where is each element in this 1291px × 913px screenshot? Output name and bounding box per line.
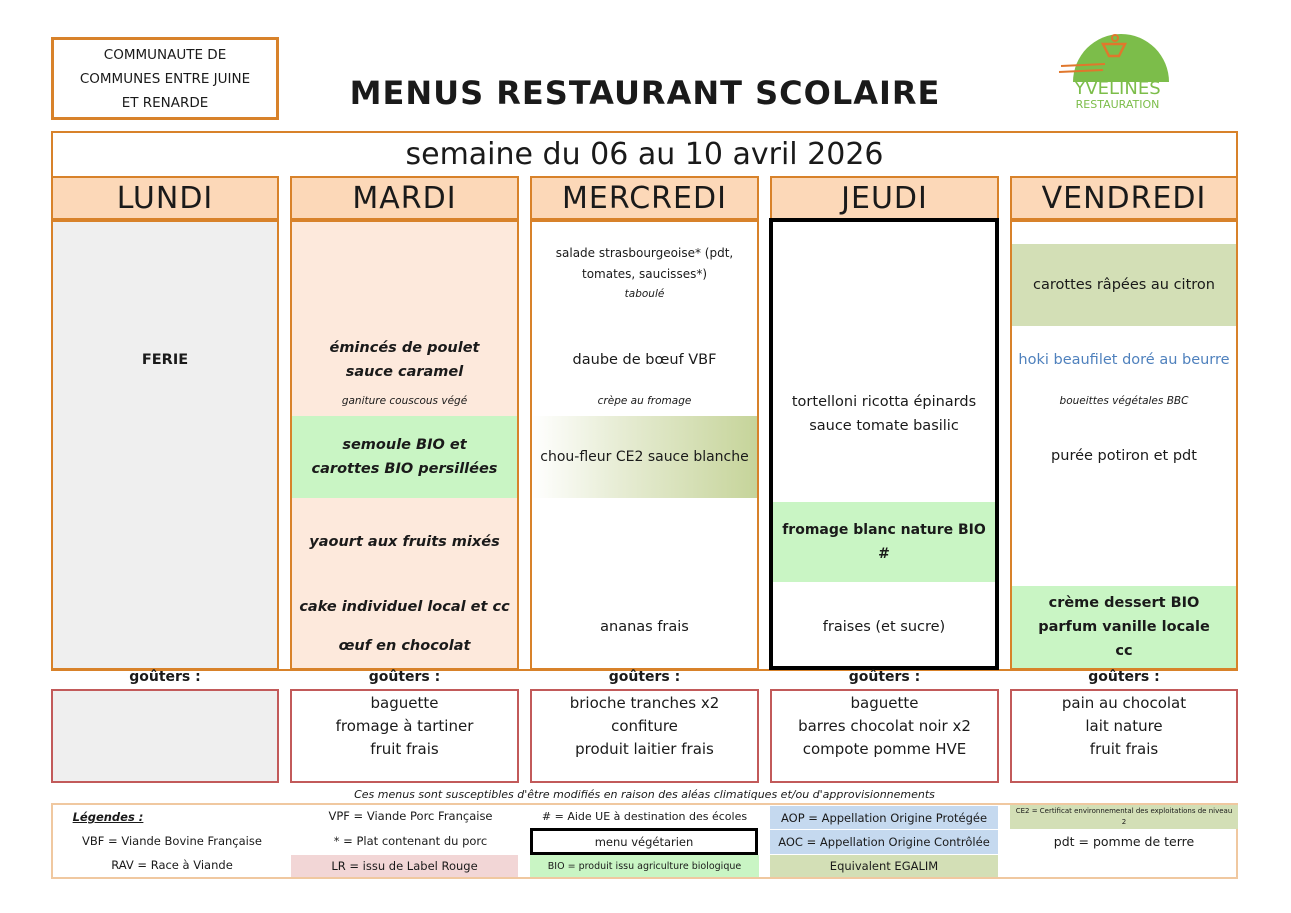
mercredi-plat-vege: crèpe au fromage bbox=[597, 395, 692, 407]
mardi-gouter-item-2: fromage à tartiner bbox=[335, 717, 474, 735]
legend-ce2: CE2 = Certificat environnemental des exploitations de niveau 2 bbox=[1010, 805, 1238, 829]
vendredi-dessert: crème dessert BIO parfum vanille locale cc bbox=[1012, 586, 1236, 668]
org-line-1: COMMUNAUTE DE bbox=[103, 46, 227, 63]
mercredi-plat: daube de bœuf VBF bbox=[572, 352, 717, 368]
logo-text-1: YVELINES bbox=[1074, 77, 1161, 99]
mercredi-legume: chou-fleur CE2 sauce blanche bbox=[532, 416, 757, 498]
legend-menu-vegetarien: menu végétarien bbox=[530, 828, 758, 855]
page-title: MENUS RESTAURANT SCOLAIRE bbox=[349, 74, 941, 112]
jeudi-gouter-label: goûters : bbox=[848, 669, 921, 685]
org-line-2: COMMUNES ENTRE JUINE bbox=[79, 70, 251, 87]
vendredi-gouter-box bbox=[1010, 689, 1238, 783]
vendredi-plat: hoki beaufilet doré au beurre bbox=[1018, 352, 1230, 368]
mercredi-gouter-item-3: produit laitier frais bbox=[575, 740, 714, 758]
mardi-plat: émincés de poulet sauce caramel bbox=[329, 340, 480, 380]
mercredi-dessert: ananas frais bbox=[600, 619, 689, 635]
mercredi-gouter-box bbox=[530, 689, 759, 783]
vendredi-gouter-item-3: fruit frais bbox=[1089, 740, 1159, 758]
jeudi-gouter-box bbox=[770, 689, 999, 783]
mardi-dessert-1: cake individuel local et cc bbox=[299, 599, 510, 615]
lundi-gouter-box bbox=[51, 689, 279, 783]
mardi-gouter-label: goûters : bbox=[368, 669, 441, 685]
legend-vbf: VBF = Viande Bovine Française bbox=[82, 834, 262, 848]
legend-rav: RAV = Race à Viande bbox=[111, 858, 233, 872]
mercredi-entree-vege: taboulé bbox=[624, 288, 665, 300]
vendredi-entree: carottes râpées au citron bbox=[1012, 244, 1236, 326]
mardi-legume: semoule BIO et carottes BIO persillées bbox=[292, 416, 517, 498]
disclaimer: Ces menus sont susceptibles d'être modifiés en raison des aléas climatiques et/ou d'approvisionnements bbox=[354, 787, 935, 801]
legend-label-rouge: LR = issu de Label Rouge bbox=[291, 855, 518, 877]
mardi-garniture-vege: ganiture couscous végé bbox=[341, 395, 468, 407]
mercredi-gouter-item-1: brioche tranches x2 bbox=[569, 694, 720, 712]
vendredi-gouter-label: goûters : bbox=[1088, 669, 1160, 685]
lundi-ferie: FERIE bbox=[141, 352, 189, 368]
mardi-gouter-item-1: baguette bbox=[370, 694, 439, 712]
jeudi-gouter-item-2: barres chocolat noir x2 bbox=[798, 717, 971, 735]
mercredi-entree-2: tomates, saucisses*) bbox=[581, 267, 708, 281]
jeudi-plat: tortelloni ricotta épinards sauce tomate basilic bbox=[791, 394, 977, 434]
organisation-box bbox=[51, 37, 279, 120]
legend-title: Légendes : bbox=[72, 810, 144, 824]
day-header-lundi: LUNDI bbox=[51, 176, 279, 220]
jeudi-gouter-item-3: compote pomme HVE bbox=[802, 740, 967, 758]
mercredi-entree-1: salade strasbourgeoise* (pdt, bbox=[555, 246, 734, 260]
day-header-vendredi: VENDREDI bbox=[1010, 176, 1238, 220]
vendredi-plat-vege: boueittes végétales BBC bbox=[1059, 395, 1189, 407]
week-title: semaine du 06 au 10 avril 2026 bbox=[405, 137, 884, 172]
legend-pdt: pdt = pomme de terre bbox=[1053, 833, 1195, 849]
mardi-gouter-box bbox=[290, 689, 519, 783]
jeudi-dessert: fraises (et sucre) bbox=[822, 619, 946, 635]
legend-aide-ue: # = Aide UE à destination des écoles bbox=[541, 809, 748, 823]
mardi-laitage: yaourt aux fruits mixés bbox=[309, 534, 500, 550]
legend-egalim: Equivalent EGALIM bbox=[770, 855, 998, 877]
legend-vpf: VPF = Viande Porc Française bbox=[328, 809, 493, 823]
logo-text-2: RESTAURATION bbox=[1075, 97, 1160, 111]
day-header-mercredi: MERCREDI bbox=[530, 176, 759, 220]
legend-porc: * = Plat contenant du porc bbox=[333, 834, 488, 848]
mercredi-gouter-item-2: confiture bbox=[611, 717, 678, 735]
vendredi-gouter-item-1: pain au chocolat bbox=[1061, 694, 1187, 712]
logo bbox=[1055, 30, 1180, 116]
jeudi-column bbox=[769, 218, 999, 670]
legend-aoc: AOC = Appellation Origine Contrôlée bbox=[770, 830, 998, 854]
vendredi-legume: purée potiron et pdt bbox=[1051, 448, 1197, 464]
mercredi-gouter-label: goûters : bbox=[608, 669, 681, 685]
legend-bio: BIO = produit issu agriculture biologique bbox=[530, 855, 759, 877]
lundi-column bbox=[51, 220, 279, 670]
day-header-jeudi: JEUDI bbox=[770, 176, 999, 220]
mardi-gouter-item-3: fruit frais bbox=[370, 740, 439, 758]
lundi-gouter-label: goûters : bbox=[129, 669, 201, 685]
vendredi-gouter-item-2: lait nature bbox=[1085, 717, 1163, 735]
day-header-mardi: MARDI bbox=[290, 176, 519, 220]
jeudi-gouter-item-1: baguette bbox=[850, 694, 919, 712]
jeudi-laitage: fromage blanc nature BIO # bbox=[773, 502, 995, 582]
mardi-dessert-2: œuf en chocolat bbox=[338, 638, 471, 654]
org-line-3: ET RENARDE bbox=[121, 94, 209, 111]
legend-aop: AOP = Appellation Origine Protégée bbox=[770, 806, 998, 829]
